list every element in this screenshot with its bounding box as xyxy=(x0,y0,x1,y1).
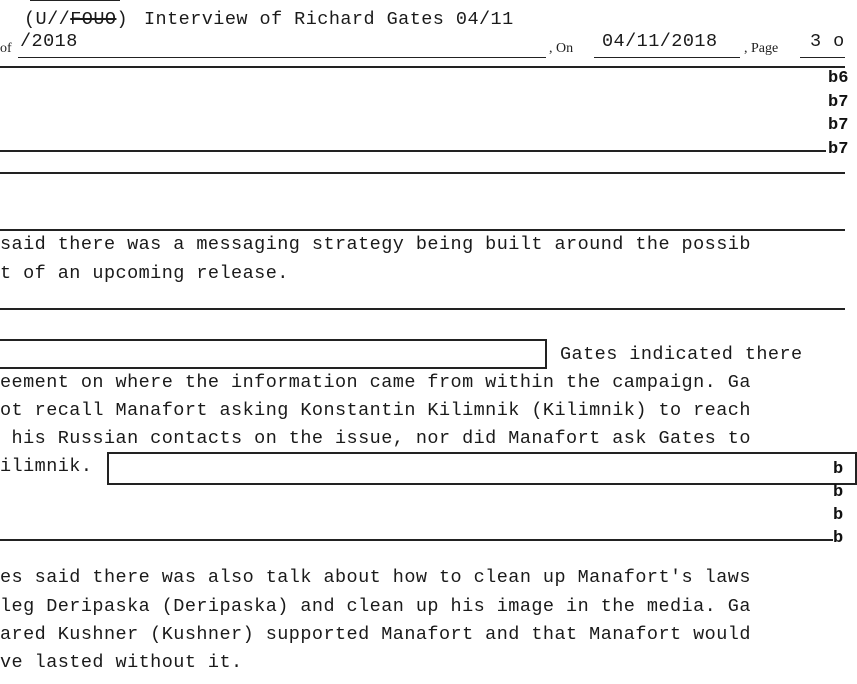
title-underline xyxy=(18,57,546,58)
redaction-rule xyxy=(0,229,845,231)
paragraph-line: t of an upcoming release. xyxy=(0,263,289,284)
of-label: of xyxy=(0,41,12,56)
header-title-line1: Interview of Richard Gates 04/11 xyxy=(144,9,514,30)
header-caveat xyxy=(24,9,128,31)
redaction-code: b7 xyxy=(828,140,849,159)
page-number: 3 o xyxy=(810,31,845,52)
redaction-code: b7 xyxy=(828,116,849,135)
redaction-rule xyxy=(0,172,845,174)
date-underline xyxy=(594,57,740,58)
redaction-code: b6 xyxy=(828,69,849,88)
paragraph-line: leg Deripaska (Deripaska) and clean up his image in the media. Ga xyxy=(0,596,751,617)
top-edge-rule xyxy=(30,0,120,1)
redaction-rule xyxy=(0,150,826,152)
header-rule xyxy=(0,66,845,68)
paragraph-line: ared Kushner (Kushner) supported Manafort and that Manafort would xyxy=(0,624,751,645)
redaction-code: b xyxy=(833,483,844,502)
redaction-rule xyxy=(0,539,833,541)
paragraph-line: ilimnik. xyxy=(0,456,93,477)
paragraph-line: said there was a messaging strategy being built around the possib xyxy=(0,234,751,255)
redaction-code: b xyxy=(833,460,844,479)
paragraph-line: ot recall Manafort asking Konstantin Kilimnik (Kilimnik) to reach xyxy=(0,400,751,421)
redaction-code: b7 xyxy=(828,93,849,112)
caveat-prefix: (U// xyxy=(24,9,71,30)
header-title-line2: /2018 xyxy=(20,31,78,52)
paragraph-line: es said there was also talk about how to clean up Manafort's laws xyxy=(0,567,751,588)
page-underline xyxy=(800,57,845,58)
interview-date: 04/11/2018 xyxy=(602,31,718,52)
redaction-code: b xyxy=(833,529,844,548)
on-label: , On xyxy=(549,41,574,56)
paragraph-line: ve lasted without it. xyxy=(0,652,243,673)
redaction-rule xyxy=(0,308,845,310)
paragraph-line: eement on where the information came from within the campaign. Ga xyxy=(0,372,751,393)
redaction-code: b xyxy=(833,506,844,525)
redaction-box xyxy=(107,452,857,485)
paragraph-line: Gates indicated there xyxy=(560,344,803,365)
caveat-suffix: ) xyxy=(116,9,128,30)
caveat-struck: FOUO xyxy=(70,9,117,30)
redaction-box xyxy=(0,339,547,369)
page-label: , Page xyxy=(744,41,779,56)
paragraph-line: his Russian contacts on the issue, nor did Manafort ask Gates to xyxy=(0,428,751,449)
